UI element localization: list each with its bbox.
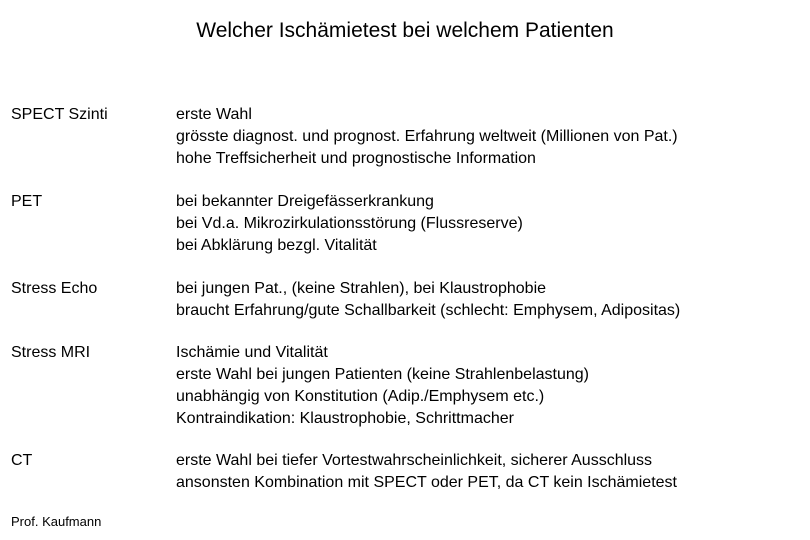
description-line: bei jungen Pat., (keine Strahlen), bei Klaustrophobie (176, 280, 547, 297)
row-description (176, 278, 680, 322)
row-label: CT (11, 452, 33, 469)
author-footer: Prof. Kaufmann (11, 514, 102, 529)
row-description (176, 342, 589, 430)
row-label: SPECT Szinti (11, 106, 108, 123)
slide-title: Welcher Ischämietest bei welchem Patienten (196, 19, 614, 42)
row-description (176, 450, 677, 494)
description-line: hohe Treffsicherheit und prognostische Information (176, 150, 536, 167)
description-line: braucht Erfahrung/gute Schallbarkeit (schlecht: Emphysem, Adipositas) (176, 302, 681, 319)
description-line: bei Vd.a. Mikrozirkulationsstörung (Flussreserve) (176, 215, 523, 232)
description-line: unabhängig von Konstitution (Adip./Emphysem etc.) (176, 388, 545, 405)
description-line: erste Wahl bei jungen Patienten (keine Strahlenbelastung) (176, 366, 589, 383)
row-label: PET (11, 193, 43, 210)
description-line: bei Abklärung bezgl. Vitalität (176, 237, 377, 254)
description-line: erste Wahl bei tiefer Vortestwahrscheinlichkeit, sicherer Ausschluss (176, 452, 653, 469)
description-line: bei bekannter Dreigefässerkrankung (176, 193, 434, 210)
description-line: ansonsten Kombination mit SPECT oder PET, da CT kein Ischämietest (176, 474, 677, 491)
row-label: Stress Echo (11, 280, 98, 297)
row-description (176, 191, 523, 257)
row-description (176, 104, 678, 170)
row-label: Stress MRI (11, 344, 91, 361)
description-line: Kontraindikation: Klaustrophobie, Schrittmacher (176, 410, 514, 427)
description-line: grösste diagnost. und prognost. Erfahrung weltweit (Millionen von Pat.) (176, 128, 678, 145)
description-line: Ischämie und Vitalität (176, 344, 328, 361)
description-line: erste Wahl (176, 106, 252, 123)
